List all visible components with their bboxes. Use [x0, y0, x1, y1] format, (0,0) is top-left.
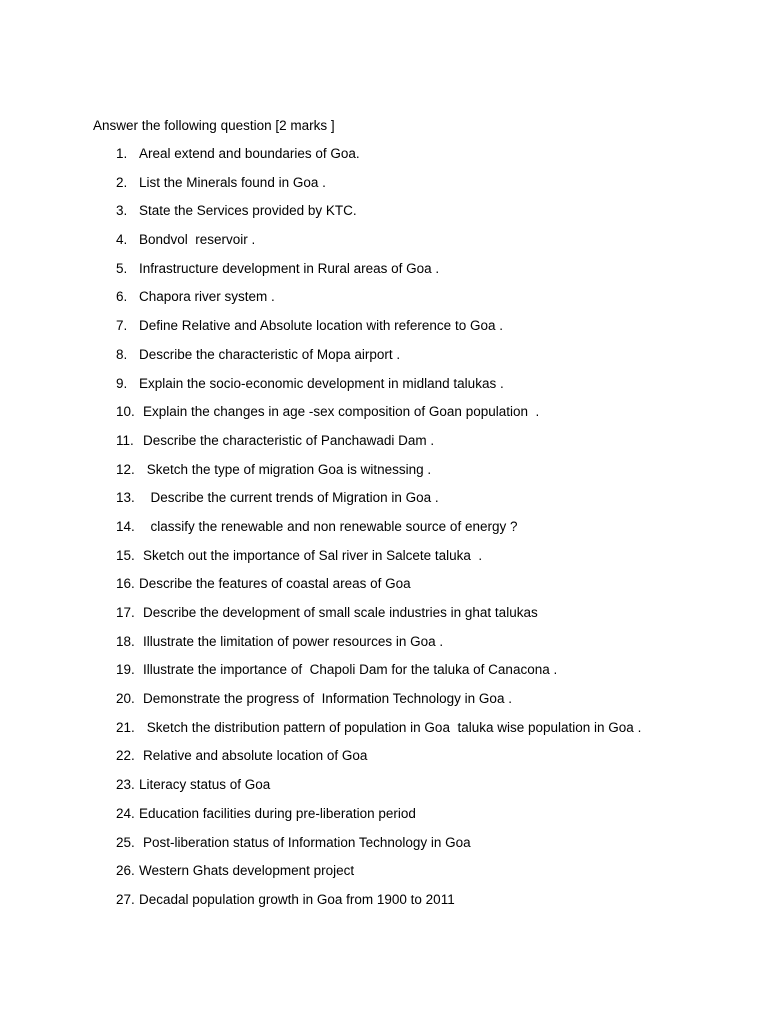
question-text: Explain the socio-economic development in midland talukas .: [139, 375, 504, 391]
question-text: Post-liberation status of Information Technology in Goa: [143, 834, 471, 850]
question-number: 25.: [116, 834, 135, 850]
question-text: Demonstrate the progress of Information Technology in Goa .: [143, 691, 512, 707]
question-text: Describe the characteristic of Panchawadi Dam .: [143, 432, 435, 448]
question-number: 27.: [116, 891, 135, 907]
question-text: Explain the changes in age -sex composition of Goan population .: [143, 404, 540, 420]
question-number: 26.: [116, 863, 135, 879]
question-text: Sketch out the importance of Sal river in Salcete taluka .: [143, 547, 483, 563]
question-text: Literacy status of Goa: [139, 777, 271, 793]
question-text: Describe the development of small scale industries in ghat talukas: [143, 605, 538, 620]
question-number: 21.: [116, 719, 135, 735]
question-text: Describe the current trends of Migration in Goa .: [143, 490, 439, 506]
question-text: Sketch the distribution pattern of population in Goa taluka wise population in Goa .: [143, 719, 642, 735]
question-text: Describe the characteristic of Mopa airport .: [139, 346, 401, 362]
question-number: 20.: [116, 691, 135, 707]
question-number: 8.: [116, 346, 128, 362]
question-number: 2.: [116, 174, 128, 190]
question-text: Chapora river system .: [139, 289, 275, 305]
question-number: 3.: [116, 203, 128, 219]
question-text: List the Minerals found in Goa .: [139, 174, 326, 190]
question-text: Sketch the type of migration Goa is witnessing .: [143, 461, 432, 477]
question-number: 7.: [116, 318, 128, 334]
question-number: 5.: [116, 260, 128, 276]
question-number: 9.: [116, 375, 128, 391]
question-number: 6.: [116, 289, 128, 305]
question-number: 18.: [116, 633, 135, 649]
question-number: 11.: [116, 432, 134, 448]
question-text: Infrastructure development in Rural areas of Goa .: [139, 260, 440, 276]
question-number: 23.: [116, 777, 135, 793]
question-text: Decadal population growth in Goa from 1900 to 2011: [139, 891, 455, 907]
question-heading: Answer the following question [2 marks ]: [93, 118, 335, 133]
question-number: 10.: [116, 404, 135, 420]
question-number: 16.: [116, 576, 135, 592]
question-number: 19.: [116, 662, 135, 678]
question-number: 4.: [116, 232, 128, 248]
question-text: State the Services provided by KTC.: [139, 203, 357, 219]
question-number: 12.: [116, 461, 135, 477]
question-text: Western Ghats development project: [139, 863, 355, 879]
question-text: Define Relative and Absolute location with reference to Goa .: [139, 318, 503, 334]
question-number: 15.: [116, 547, 135, 563]
question-text: Areal extend and boundaries of Goa.: [139, 146, 360, 161]
question-number: 24.: [116, 805, 135, 821]
question-text: Describe the features of coastal areas of Goa: [139, 576, 411, 592]
question-text: Bondvol reservoir .: [139, 232, 256, 248]
question-text: Illustrate the limitation of power resources in Goa .: [143, 633, 444, 649]
question-number: 17.: [116, 605, 135, 620]
question-number: 13.: [116, 490, 135, 506]
question-text: Illustrate the importance of Chapoli Dam for the taluka of Canacona .: [143, 662, 558, 678]
question-text: classify the renewable and non renewable source of energy ?: [143, 518, 518, 534]
question-number: 14.: [116, 518, 135, 534]
question-text: Relative and absolute location of Goa: [143, 748, 368, 764]
question-number: 1.: [116, 146, 128, 161]
question-text: Education facilities during pre-liberation period: [139, 805, 416, 821]
question-number: 22.: [116, 748, 135, 764]
